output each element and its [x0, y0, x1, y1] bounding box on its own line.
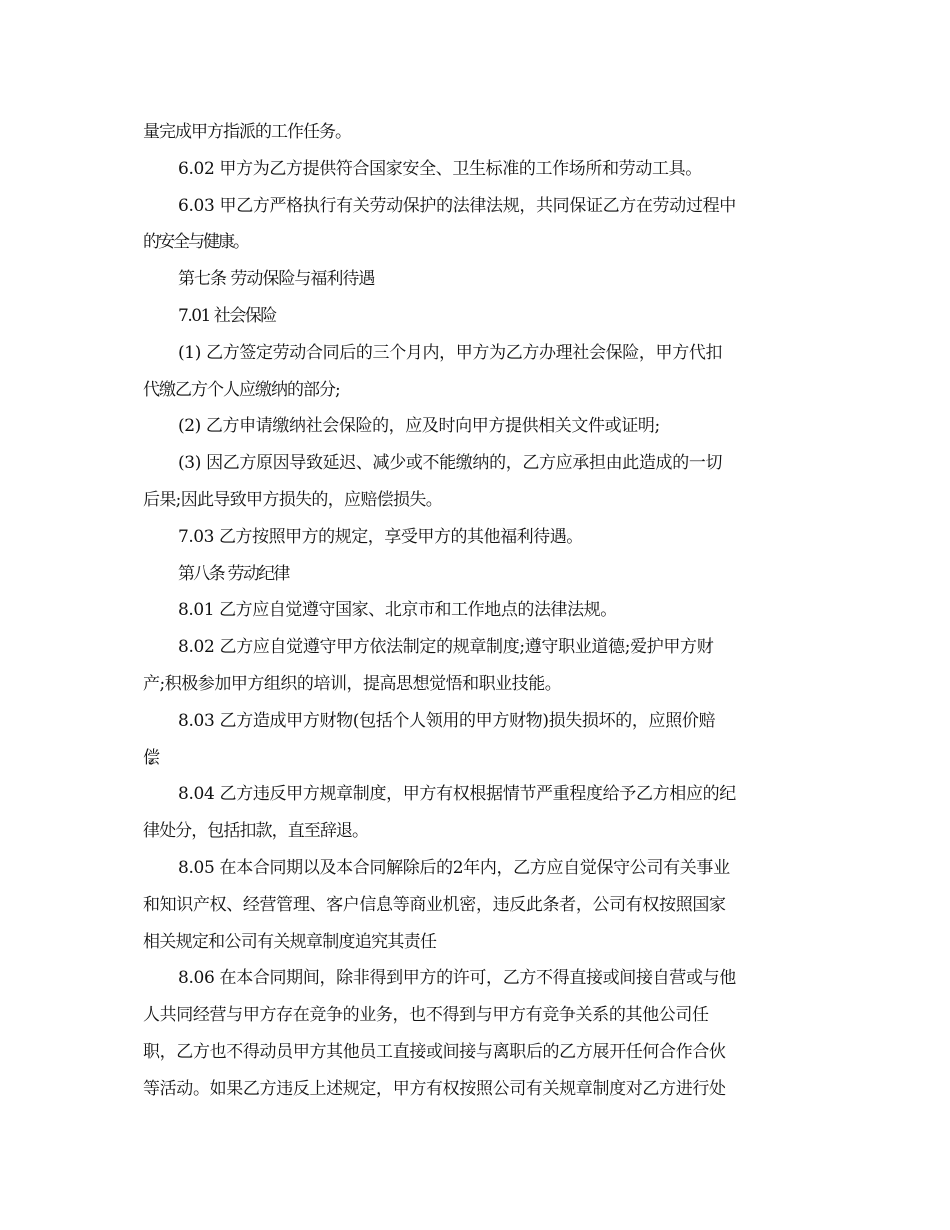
text-line: (2) 乙方申请缴纳社会保险的，应及时向甲方提供相关文件或证明; — [178, 416, 660, 437]
text-line: 和知识产权、经营管理、客户信息等商业机密，违反此条者，公司有权按照国家 — [143, 894, 726, 915]
text-line: 等活动。如果乙方违反上述规定，甲方有权按照公司有关规章制度对乙方进行处 — [143, 1078, 726, 1099]
text-line: 8.06 在本合同期间，除非得到甲方的许可，乙方不得直接或间接自营或与他 — [178, 968, 736, 989]
text-line: 6.02 甲方为乙方提供符合国家安全、卫生标准的工作场所和劳动工具。 — [178, 158, 702, 179]
text-line: 相关规定和公司有关规章制度追究其责任 — [143, 931, 437, 952]
text-line: 8.04 乙方违反甲方规章制度，甲方有权根据情节严重程度给予乙方相应的纪 — [178, 784, 736, 805]
text-line: 偿。 — [143, 747, 153, 768]
text-line: 量完成甲方指派的工作任务。 — [143, 122, 351, 142]
text-line: 6.03 甲乙方严格执行有关劳动保护的法律法规，共同保证乙方在劳动过程中 — [178, 195, 736, 216]
document-body — [143, 114, 808, 1108]
text-line: 7.03 乙方按照甲方的规定，享受甲方的其他福利待遇。 — [178, 526, 583, 547]
text-line: 的安全与健康。 — [143, 232, 248, 253]
text-line: 第八条 劳动纪律 — [178, 563, 289, 584]
text-line: 律处分，包括扣款，直至辞退。 — [143, 821, 369, 842]
text-line: 后果;因此导致甲方损失的，应赔偿损失。 — [143, 489, 443, 510]
text-line: (3) 因乙方原因导致延迟、减少或不能缴纳的，乙方应承担由此造成的一切 — [178, 453, 723, 474]
text-line: 8.03 乙方造成甲方财物(包括个人领用的甲方财物)损失损坏的，应照价赔 — [178, 710, 716, 731]
text-line: 第七条 劳动保险与福利待遇 — [178, 269, 375, 290]
text-line: 7.01 社会保险 — [178, 305, 276, 326]
text-line: (1) 乙方签定劳动合同后的三个月内，甲方为乙方办理社会保险，甲方代扣 — [178, 342, 723, 363]
text-line: 代缴乙方个人应缴纳的部分; — [143, 379, 340, 400]
text-line: 人共同经营与甲方存在竞争的业务，也不得到与甲方有竞争关系的其他公司任 — [143, 1005, 709, 1026]
text-line: 8.05 在本合同期以及本合同解除后的2年内，乙方应自觉保守公司有关事业 — [178, 857, 730, 878]
text-line: 产;积极参加甲方组织的培训，提高思想觉悟和职业技能。 — [143, 673, 562, 694]
text-line: 职，乙方也不得动员甲方其他员工直接或间接与离职后的乙方展开任何合作合伙 — [143, 1041, 726, 1062]
text-line: 8.02 乙方应自觉遵守甲方依法制定的规章制度;遵守职业道德;爱护甲方财 — [178, 637, 714, 658]
text-line: 8.01 乙方应自觉遵守国家、北京市和工作地点的法律法规。 — [178, 600, 617, 621]
